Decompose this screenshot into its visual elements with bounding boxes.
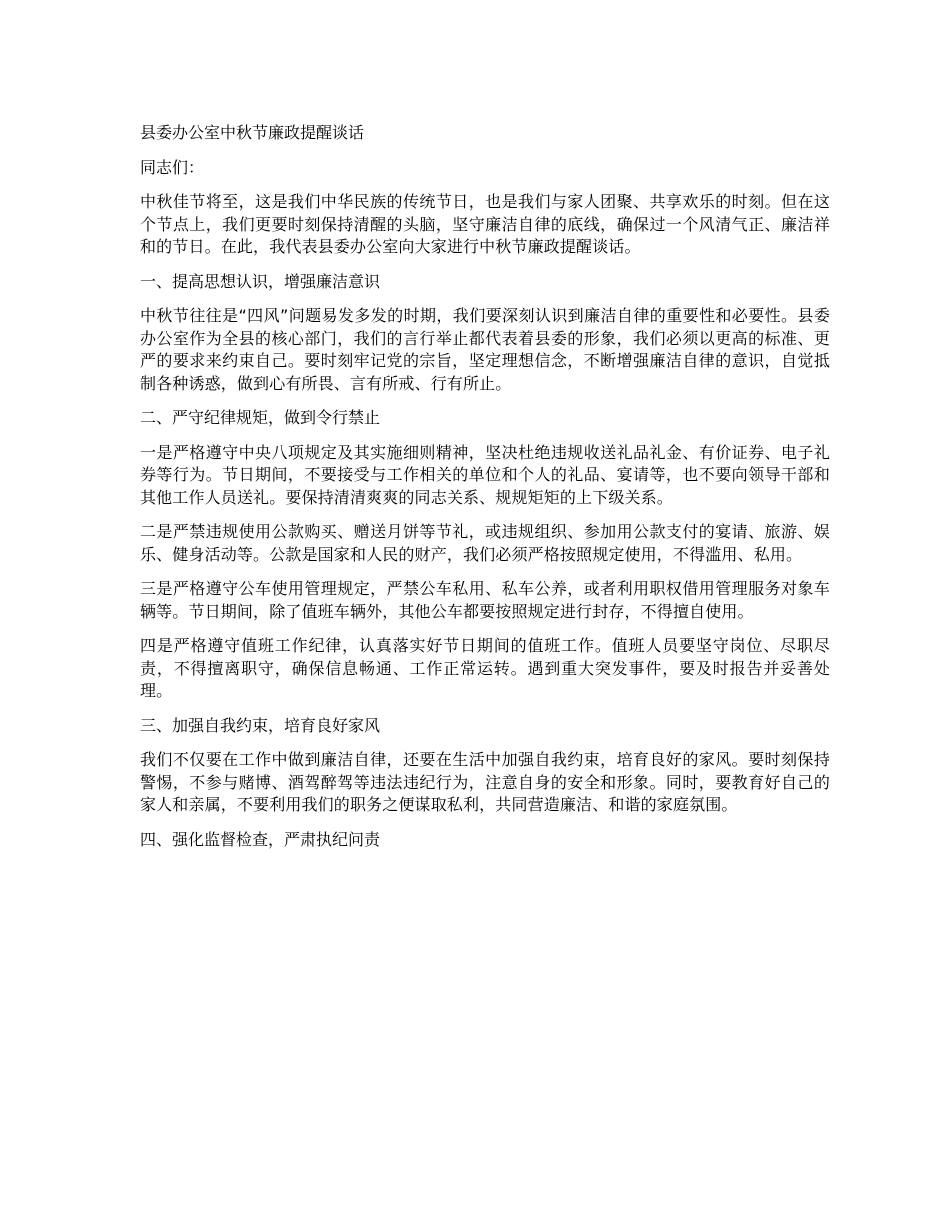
section-2-paragraph-3: 三是严格遵守公车使用管理规定，严禁公车私用、私车公养，或者利用职权借用管理服务对象车辆等。节日期间，除了值班车辆外，其他公车都要按照规定进行封存，不得擅自使用。 [140, 579, 830, 621]
intro-paragraph: 中秋佳节将至，这是我们中华民族的传统节日，也是我们与家人团聚、共享欢乐的时刻。但在这个节点上，我们更要时刻保持清醒的头脑，坚守廉洁自律的底线，确保过一个风清气正、廉洁祥和的节日。在此，我代表县委办公室向大家进行中秋节廉政提醒谈话。 [140, 192, 830, 256]
section-heading-1: 一、提高思想认识，增强廉洁意识 [140, 271, 381, 291]
document-title: 县委办公室中秋节廉政提醒谈话 [140, 123, 365, 142]
section-3-paragraph-1: 我们不仅要在工作中做到廉洁自律，还要在生活中加强自我约束，培育良好的家风。要时刻保持警惕，不参与赌博、酒驾醉驾等违法违纪行为，注意自身的安全和形象。同时，要教育好自己的家人和亲属，不要利用我们的职务之便谋取私利，共同营造廉洁、和谐的家庭氛围。 [140, 750, 830, 814]
salutation: 同志们： [140, 157, 205, 177]
section-1-paragraph-1: 中秋节往往是“四风”问题易发多发的时期，我们要深刻认识到廉洁自律的重要性和必要性。县委办公室作为全县的核心部门，我们的言行举止都代表着县委的形象，我们必须以更高的标准、更严的要求来约束自己。要时刻牢记党的宗旨，坚定理想信念，不断增强廉洁自律的意识，自觉抵制各种诱惑，做到心有所畏、言有所戒、行有所止。 [140, 306, 830, 393]
document-page [140, 122, 830, 863]
section-heading-4: 四、强化监督检查，严肃执纪问责 [140, 829, 381, 849]
section-2-paragraph-4: 四是严格遵守值班工作纪律，认真落实好节日期间的值班工作。值班人员要坚守岗位、尽职尽责，不得擅离职守，确保信息畅通、工作正常运转。遇到重大突发事件，要及时报告并妥善处理。 [140, 636, 830, 700]
section-2-paragraph-2: 二是严禁违规使用公款购买、赠送月饼等节礼，或违规组织、参加用公款支付的宴请、旅游、娱乐、健身活动等。公款是国家和人民的财产，我们必须严格按照规定使用，不得滥用、私用。 [140, 522, 830, 564]
section-heading-3: 三、加强自我约束，培育良好家风 [140, 715, 381, 735]
section-heading-2: 二、严守纪律规矩，做到令行禁止 [140, 408, 381, 427]
section-2-paragraph-1: 一是严格遵守中央八项规定及其实施细则精神，坚决杜绝违规收送礼品礼金、有价证券、电子礼券等行为。节日期间，不要接受与工作相关的单位和个人的礼品、宴请等，也不要向领导干部和其他工作人员送礼。要保持清清爽爽的同志关系、规规矩矩的上下级关系。 [140, 442, 830, 507]
